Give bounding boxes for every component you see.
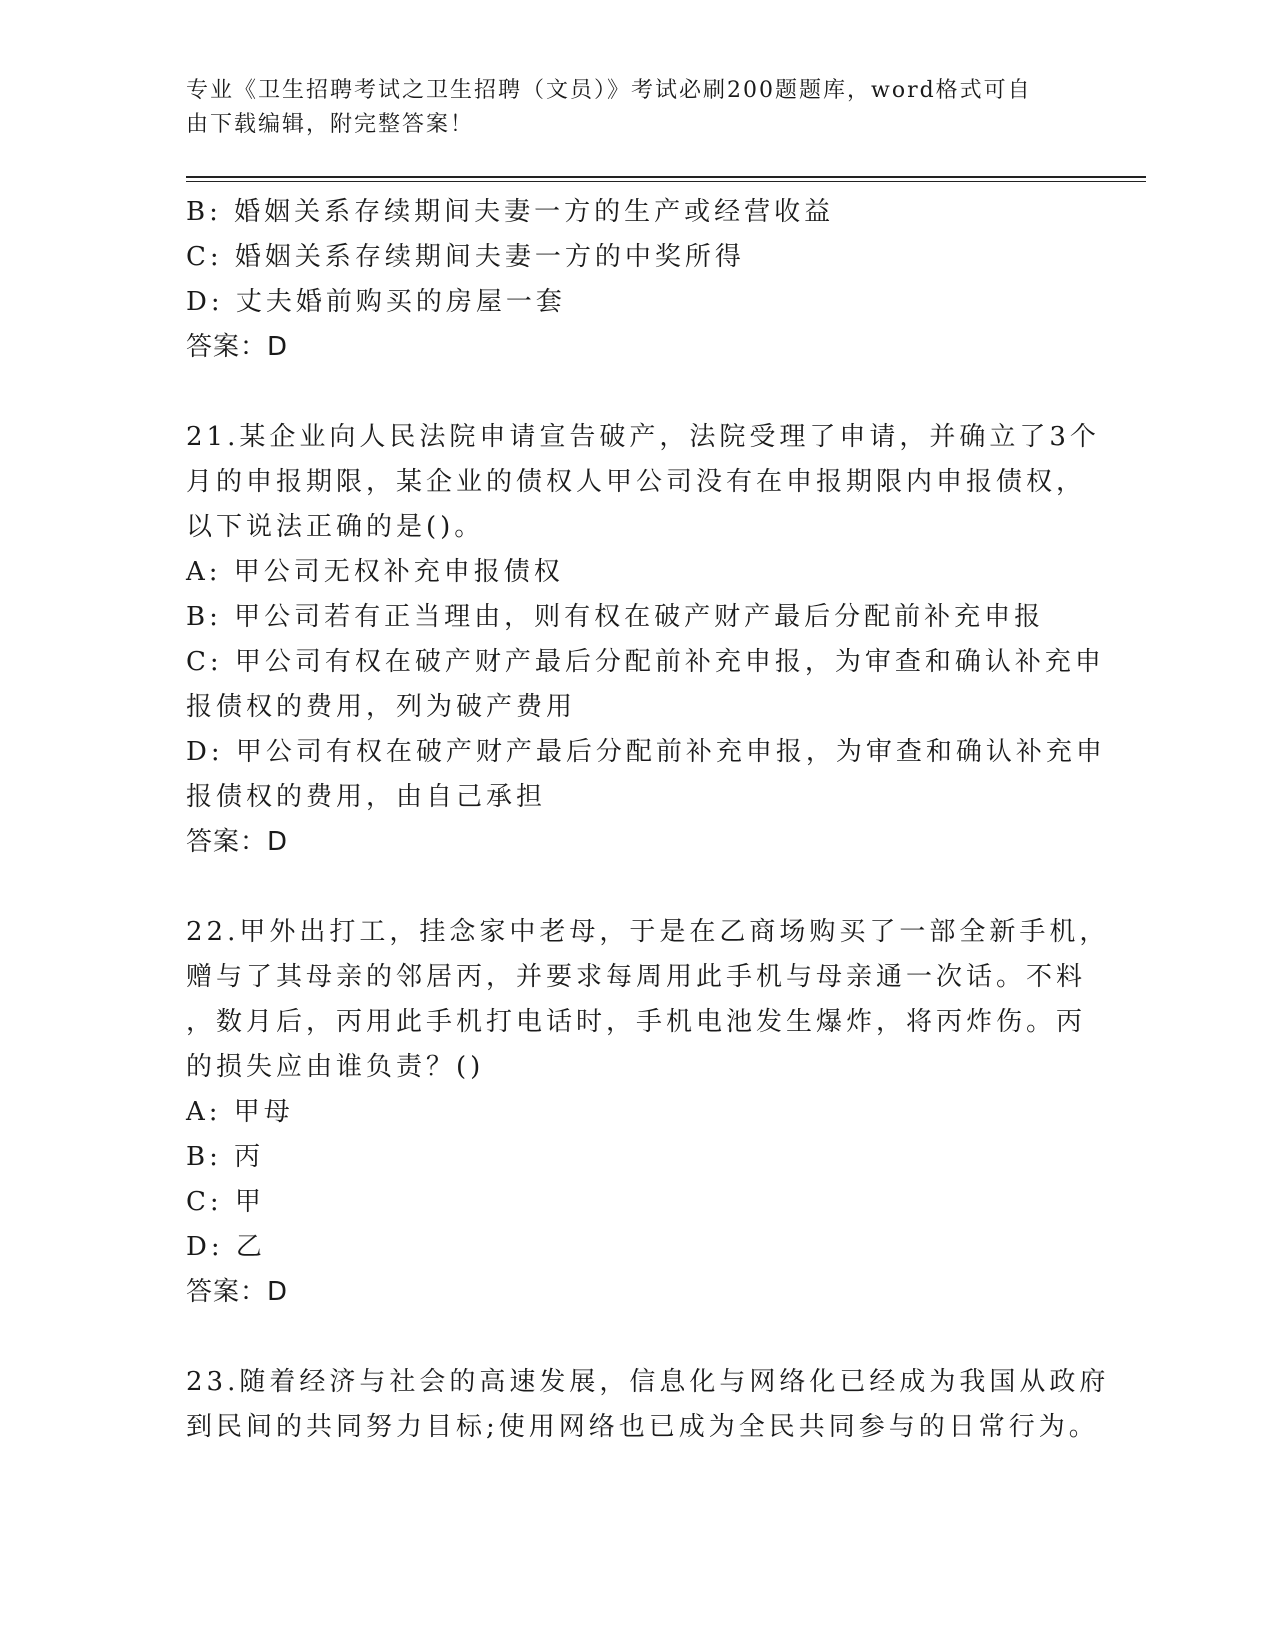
option-b: B: 婚姻关系存续期间夫妻一方的生产或经营收益 [186,197,835,227]
question-stem: 22.甲外出打工，挂念家中老母，于是在乙商场购买了一部全新手机， [186,917,1110,947]
option-d-cont: 报债权的费用，由自己承担 [186,782,547,812]
question-20-tail [186,190,1086,370]
question-stem: 的损失应由谁负责？() [186,1052,485,1082]
option-c: C: 婚姻关系存续期间夫妻一方的中奖所得 [186,242,745,272]
option-d: D: 乙 [186,1232,266,1262]
option-c-cont: 报债权的费用，列为破产费用 [186,692,577,722]
option-d: D: 甲公司有权在破产财产最后分配前补充申报，为审查和确认补充申 [186,737,1106,767]
question-stem: 以下说法正确的是()。 [186,512,485,542]
option-a: A: 甲母 [186,1097,294,1127]
question-stem: 赠与了其母亲的邻居丙，并要求每周用此手机与母亲通一次话。不料 [186,962,1087,992]
question-23 [186,1360,1110,1450]
header-line-1: 专业《卫生招聘考试之卫生招聘（文员）》考试必刷200题题库，word格式可自 [186,78,1032,103]
question-stem: ，数月后，丙用此手机打电话时，手机电池发生爆炸，将丙炸伤。丙 [186,1007,1087,1037]
option-c: C: 甲 [186,1187,265,1217]
page-header [186,74,1086,142]
header-line-2: 由下载编辑，附完整答案！ [186,112,475,137]
option-b: B: 丙 [186,1142,265,1172]
option-b: B: 甲公司若有正当理由，则有权在破产财产最后分配前补充申报 [186,602,1045,632]
answer: 答案：D [186,1277,289,1307]
question-stem: 到民间的共同努力目标;使用网络也已成为全民共同参与的日常行为。 [186,1412,1099,1442]
header-rule-thin [186,181,1146,182]
option-d: D: 丈夫婚前购买的房屋一套 [186,287,566,317]
document-body [186,190,1110,1450]
question-stem: 21.某企业向人民法院申请宣告破产，法院受理了申请，并确立了3个 [186,422,1100,452]
question-21 [186,415,1106,865]
question-22 [186,910,1110,1315]
header-rule-thick [186,176,1146,178]
option-c: C: 甲公司有权在破产财产最后分配前补充申报，为审查和确认补充申 [186,647,1105,677]
question-stem: 23.随着经济与社会的高速发展，信息化与网络化已经成为我国从政府 [186,1367,1110,1397]
question-stem: 月的申报期限，某企业的债权人甲公司没有在申报期限内申报债权， [186,467,1087,497]
option-a: A: 甲公司无权补充申报债权 [186,557,564,587]
answer: 答案：D [186,827,289,857]
answer: 答案：D [186,332,289,362]
